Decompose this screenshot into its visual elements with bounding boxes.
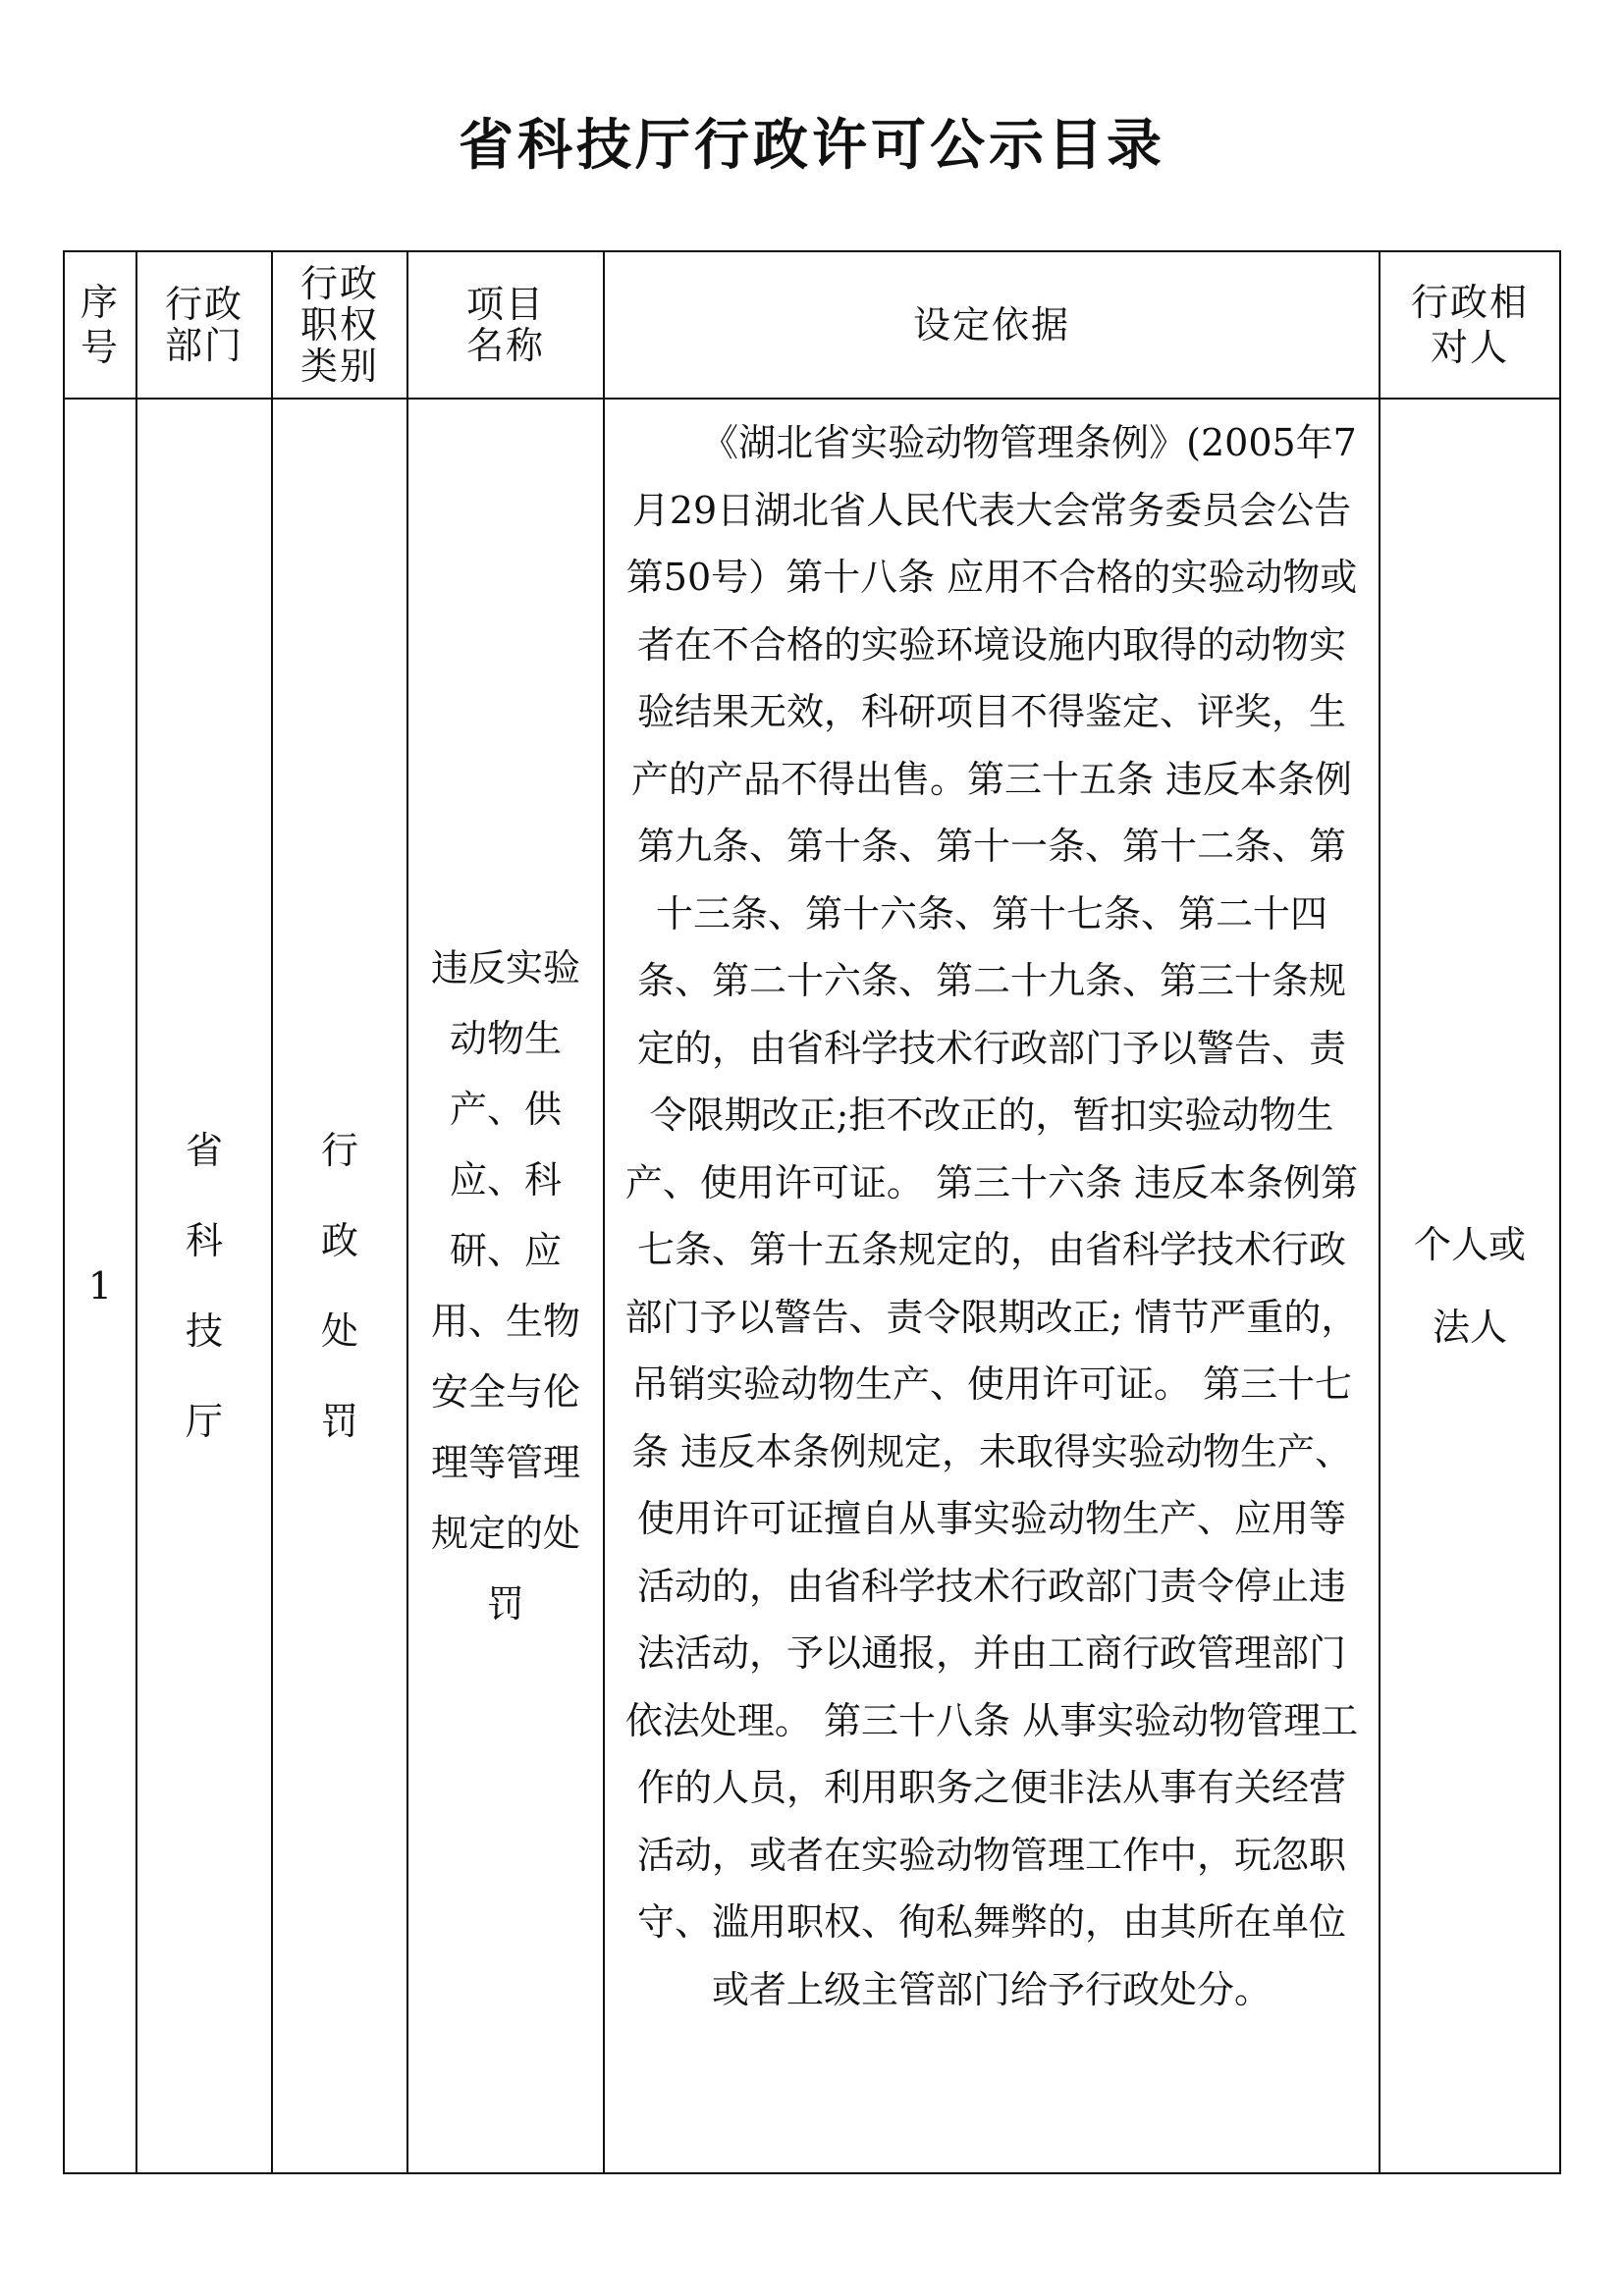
row-department-cell <box>136 399 272 2173</box>
header-serial-cell <box>64 251 136 399</box>
row-category: 行政处罚 <box>320 1129 358 1443</box>
row-item-name-cell <box>407 399 604 2173</box>
row-counterpart-cell <box>1380 399 1560 2173</box>
row-category-cell <box>272 399 407 2173</box>
row-department: 省科技厅 <box>185 1129 223 1443</box>
header-basis-cell <box>604 251 1380 399</box>
header-basis: 设定依据 <box>912 303 1070 347</box>
table-row <box>64 399 1560 2173</box>
header-counterpart: 行政相对人 <box>1410 281 1529 369</box>
catalog-table <box>63 250 1561 2174</box>
row-basis: 《湖北省实验动物管理条例》(2005年7月29日湖北省人民代表大会常务委员会公告第50号）第十八条 应用不合格的实验动物或者在不合格的实验环境设施内取得的动物实验结果无效，科研项目不得鉴定、评奖，生产的产品不得出售。第三十五条 违反本条例第九条、第十条、第十一条、第十二条、第十三条、第十六条、第十七条、第二十四条、第二十六条、第二十九条、第三十条规定的，由省科学技术行政部门予以警告、责令限期改正;拒不改正的，暂扣实验动物生产、使用许可证。 第三十六条 违反本条例第七条、第十五条规定的，由省科学技术行政部门予以警告、责令限期改正; 情节严重的，吊销实验动物生产、使用许可证。 第三十七条 违反本条例规定，未取得实验动物生产、使用许可证擅自从事实验动物生产、应用等活动的，由省科学技术行政部门责令停止违法活动，予以通报，并由工商行政管理部门依法处理。 第三十八条 从事实验动物管理工作的人员，利用职务之便非法从事有关经营活动，或者在实验动物管理工作中，玩忽职守、滥用职权、徇私舞弊的，由其所在单位或者上级主管部门给予行政处分。 <box>604 399 1380 2173</box>
header-item-name-cell <box>407 251 604 399</box>
row-item-name: 违反实验动物生产、供应、科研、应用、生物安全与伦理等管理规定的处罚 <box>430 946 580 1626</box>
header-department-cell <box>136 251 272 399</box>
row-counterpart: 个人或法人 <box>1413 1223 1526 1349</box>
header-counterpart-cell <box>1380 251 1560 399</box>
header-category: 行政职权类别 <box>299 261 379 388</box>
header-serial: 序号 <box>80 281 120 369</box>
header-category-cell <box>272 251 407 399</box>
row-serial: 1 <box>87 1264 113 1308</box>
header-item-name: 项目名称 <box>465 282 545 367</box>
header-department: 行政部门 <box>164 282 244 367</box>
row-serial-cell <box>64 399 136 2173</box>
page-title: 省科技厅行政许可公示目录 <box>459 113 1165 178</box>
table-header-row <box>64 251 1560 399</box>
